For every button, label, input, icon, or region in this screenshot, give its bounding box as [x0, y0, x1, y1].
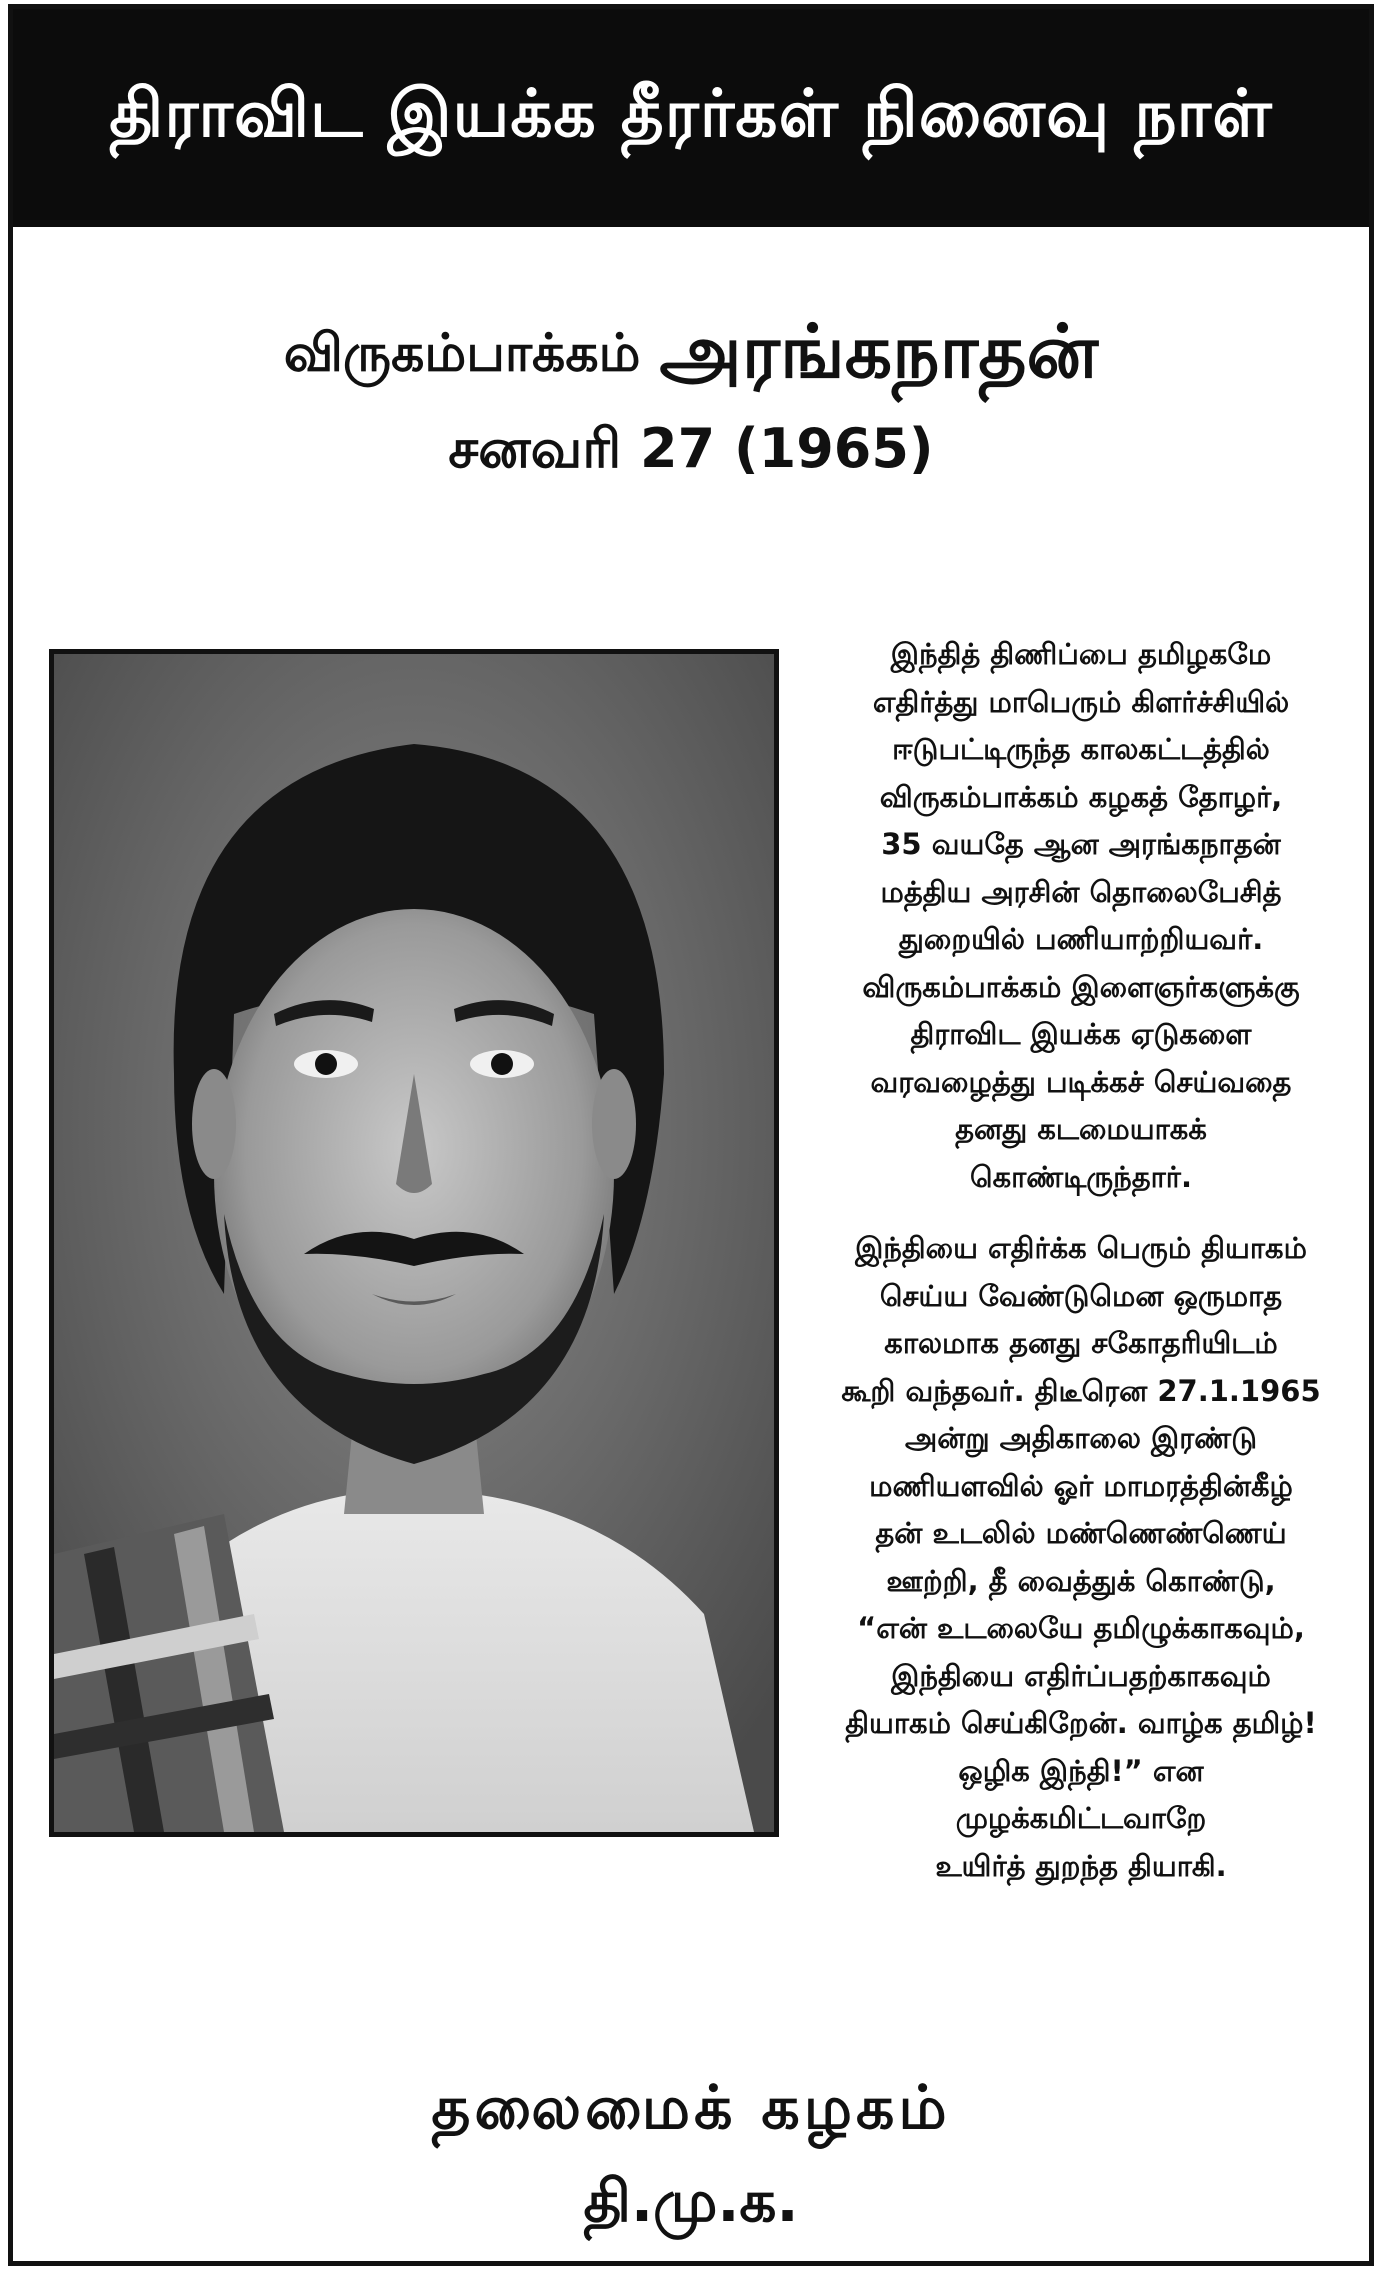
bio-line: விருகம்பாக்கம் இளைஞர்களுக்கு [862, 969, 1300, 1004]
bio-line: காலமாக தனது சகோதரியிடம் [884, 1326, 1278, 1360]
bio-line: மணியளவில் ஓர் மாமரத்தின்கீழ் [869, 1468, 1293, 1503]
bio-line: செய்ய வேண்டுமென ஒருமாத [879, 1278, 1283, 1313]
bio-line: தியாகம் செய்கிறேன். வாழ்க தமிழ்! [845, 1706, 1317, 1740]
footer-party: தி.மு.க. [583, 2167, 799, 2235]
bio-line: “என் உடலையே தமிழுக்காகவும், [857, 1611, 1305, 1645]
portrait-photo [49, 649, 779, 1837]
bio-line: இந்தியை எதிர்ப்பதற்காகவும் [891, 1658, 1271, 1693]
bio-line: 35 வயதே ஆன அரங்கநாதன் [881, 827, 1281, 861]
bio-line: வரவழைத்து படிக்கச் செய்வதை [870, 1064, 1292, 1099]
bio-line: மத்திய அரசின் தொலைபேசித் [880, 874, 1282, 909]
biography-paragraph-2 [797, 1225, 1365, 1890]
bio-line: அன்று அதிகாலை இரண்டு [905, 1421, 1257, 1455]
portrait-illustration [54, 654, 774, 1832]
bio-line: துறையில் பணியாற்றியவர். [898, 922, 1264, 956]
bio-line: இந்தித் திணிப்பை தமிழகமே [890, 637, 1272, 671]
header-banner [13, 9, 1369, 227]
bio-line: கூறி வந்தவர். திடீரென 27.1.1965 [841, 1373, 1321, 1408]
bio-line: திராவிட இயக்க ஏடுகளை [910, 1017, 1252, 1051]
person-place: விருகம்பாக்கம் [283, 323, 641, 384]
person-name: அரங்கநாதன் [659, 309, 1099, 395]
bio-line: கொண்டிருந்தார். [970, 1159, 1192, 1194]
bio-line: முழக்கமிட்டவாறே [955, 1801, 1207, 1835]
bio-line: இந்தியை எதிர்க்க பெரும் தியாகம் [855, 1231, 1307, 1265]
bio-line: எதிர்த்து மாபெரும் கிளர்ச்சியில் [872, 684, 1290, 719]
bio-line: உயிர்த் துறந்த தியாகி. [935, 1848, 1227, 1883]
bio-line: ஊற்றி, தீ வைத்துக் கொண்டு, [886, 1563, 1276, 1598]
bio-line: விருகம்பாக்கம் கழகத் தோழர், [879, 779, 1283, 814]
person-name-line [13, 309, 1369, 405]
bio-line: தனது கடமையாகக் [955, 1112, 1207, 1146]
poster-frame [8, 4, 1374, 2266]
header-title: திராவிட இயக்க தீரர்கள் நினைவு நாள் [109, 75, 1273, 152]
biography-paragraph-1 [797, 631, 1365, 1201]
biography-text [797, 631, 1365, 1914]
footer-organization: தலைமைக் கழகம் [431, 2073, 951, 2143]
memorial-date: சனவரி 27 (1965) [448, 417, 934, 480]
bio-line: ஒழிக இந்தி!” என [958, 1753, 1204, 1788]
bio-line: தன் உடலில் மண்ணெண்ணெய் [875, 1516, 1287, 1550]
bio-line: ஈடுபட்டிருந்த காலகட்டத்தில் [892, 732, 1270, 766]
